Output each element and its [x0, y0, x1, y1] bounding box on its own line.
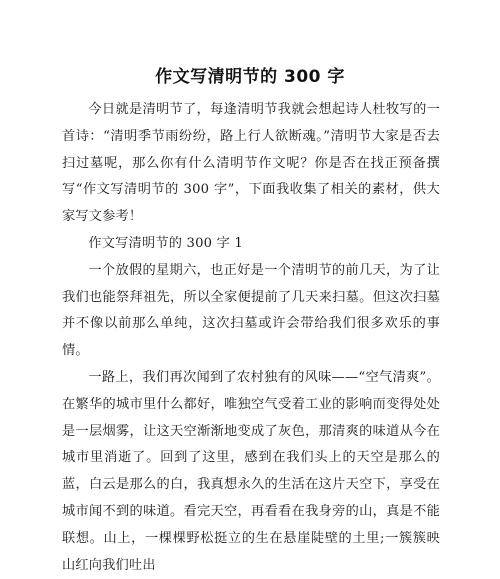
body-paragraph: 一路上，我们再次闻到了农村独有的风味——“空气清爽”。在繁华的城市里什么都好，唯独空气受着工业的影响而变得处处是一层烟雾，让这天空渐渐地变成了灰色，那清爽的味道从今在城市里消逝了。回到了这里，感到在我们头上的天空是那么的蓝，白云是那么的白，我真想永久的生活在这片天空下，享受在城市闻不到的味道。看完天空，再看看在我身旁的山，真是不能联想。山上，一棵棵野松挺立的生在悬崖陡壁的土里;一簇簇映山红向我们吐出: [62, 369, 440, 573]
document-body: [62, 97, 440, 579]
document-title: 作文写清明节的 300 字: [155, 67, 345, 87]
body-paragraph: 一个放假的星期六，也正好是一个清明节的前几天，为了让我们也能祭拜祖先，所以全家便提前了几天来扫墓。但这次扫墓并不像以前那么单纯，这次扫墓或许会带给我们很多欢乐的事情。: [62, 262, 440, 359]
section-heading: 作文写清明节的 300 字 1: [88, 235, 244, 251]
intro-paragraph: 今日就是清明节了，每逢清明节我就会想起诗人杜牧写的一首诗：“清明季节雨纷纷，路上行人欲断魂。”清明节大家是否去扫过墓呢，那么你有什么清明节作文呢？你是否在找正预备撰写“作文写清明节的 300 字”，下面我收集了相关的素材，供大家写文参考！: [62, 102, 440, 225]
